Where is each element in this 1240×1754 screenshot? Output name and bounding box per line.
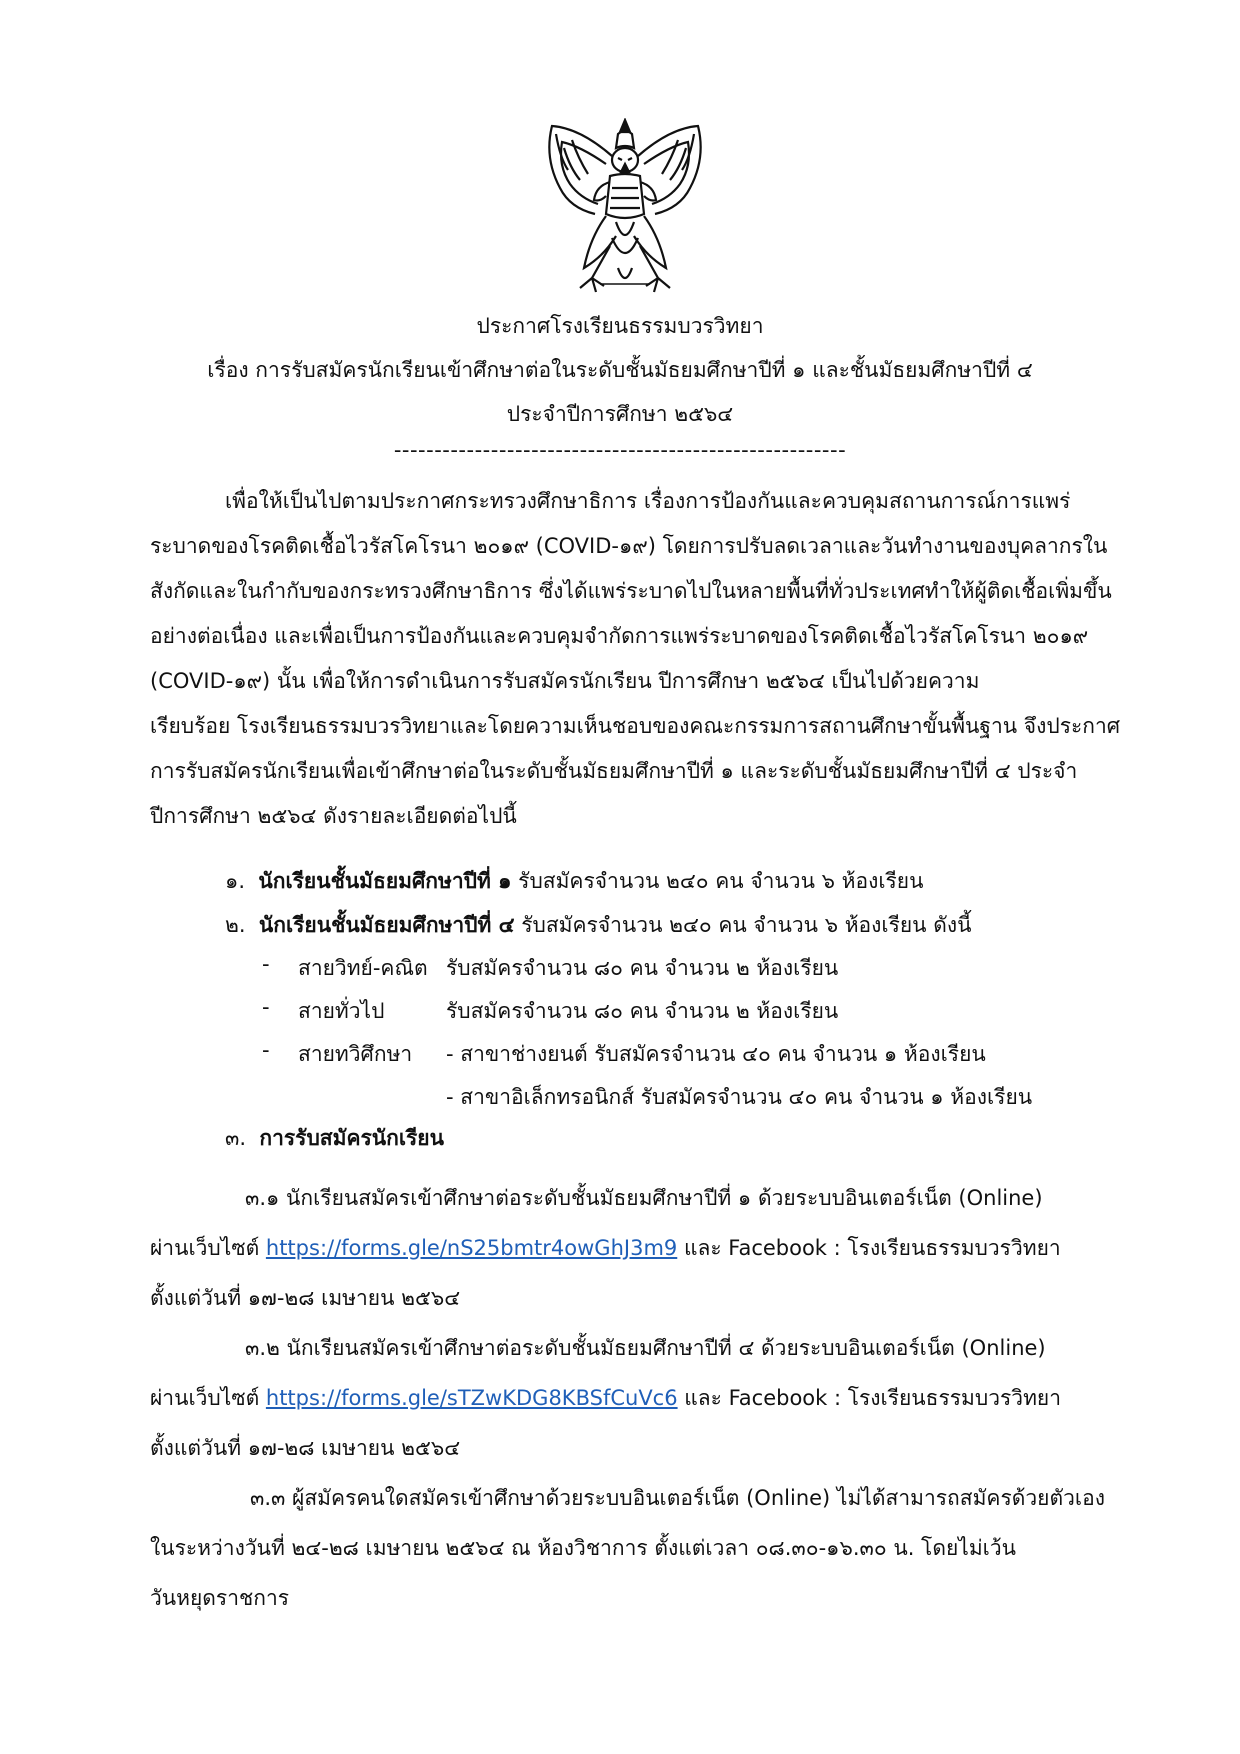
intro-line-2: ระบาดของโรคติดเชื้อไวรัสโคโรนา ๒๐๑๙ (COVID-๑๙) โดยการปรับลดเวลาและวันทำงานของบุคลากรใน xyxy=(150,534,1108,558)
item-2 xyxy=(225,909,971,942)
sub-2-dash: - xyxy=(262,995,270,1019)
sub-3-detail-1: - สาขาช่างยนต์ รับสมัครจำนวน ๔๐ คน จำนวน ๑ ห้องเรียน xyxy=(446,1042,986,1066)
sec-3-2-suffix: และ Facebook : โรงเรียนธรรมบวรวิทยา xyxy=(677,1386,1062,1410)
header-separator: -------------------------------------------------------- xyxy=(393,438,847,462)
sub-3-dash: - xyxy=(262,1038,270,1062)
sec-3-3-line-2: ในระหว่างวันที่ ๒๔-๒๘ เมษายน ๒๕๖๔ ณ ห้องวิชาการ ตั้งแต่เวลา ๐๘.๓๐-๑๖.๓๐ น. โดยไม่เว้น xyxy=(150,1536,1016,1560)
intro-line-1: เพื่อให้เป็นไปตามประกาศกระทรวงศึกษาธิการ เรื่องการป้องกันและควบคุมสถานการณ์การแพร่ xyxy=(225,489,1071,513)
intro-line-6: เรียบร้อย โรงเรียนธรรมบวรวิทยาและโดยความเห็นชอบของคณะกรรมการสถานศึกษาขั้นพื้นฐาน จึงประกาศ xyxy=(150,714,1121,738)
item-1 xyxy=(225,865,923,898)
sub-1-name: สายวิทย์-คณิต xyxy=(298,956,428,980)
sub-2-detail: รับสมัครจำนวน ๘๐ คน จำนวน ๒ ห้องเรียน xyxy=(446,999,839,1023)
document-year: ประจำปีการศึกษา ๒๕๖๔ xyxy=(506,402,734,426)
sub-3-detail-2: - สาขาอิเล็กทรอนิกส์ รับสมัครจำนวน ๔๐ คน จำนวน ๑ ห้องเรียน xyxy=(446,1085,1033,1109)
document-title: ประกาศโรงเรียนธรรมบวรวิทยา xyxy=(476,314,764,338)
sec-3-2-form-link[interactable]: https://forms.gle/sTZwKDG8KBSfCuVc6 xyxy=(265,1386,678,1410)
item-3-number: ๓. xyxy=(225,1126,247,1150)
intro-line-8: ปีการศึกษา ๒๕๖๔ ดังรายละเอียดต่อไปนี้ xyxy=(150,804,517,828)
intro-line-5: (COVID-๑๙) นั้น เพื่อให้การดำเนินการรับสมัครนักเรียน ปีการศึกษา ๒๕๖๔ เป็นไปด้วยความ xyxy=(150,669,980,693)
item-2-title: นักเรียนชั้นมัธยมศึกษาปีที่ ๔ xyxy=(258,913,515,937)
sec-3-2-prefix: ผ่านเว็บไซต์ xyxy=(150,1386,266,1410)
item-1-detail: รับสมัครจำนวน ๒๔๐ คน จำนวน ๖ ห้องเรียน xyxy=(511,869,924,893)
sec-3-1-prefix: ผ่านเว็บไซต์ xyxy=(150,1236,266,1260)
sec-3-1-line-2 xyxy=(150,1232,1061,1265)
item-3-title: การรับสมัครนักเรียน xyxy=(259,1126,444,1150)
sub-3-name: สายทวิศึกษา xyxy=(298,1042,413,1066)
intro-line-4: อย่างต่อเนื่อง และเพื่อเป็นการป้องกันและควบคุมจำกัดการแพร่ระบาดของโรคติดเชื้อไวรัสโคโรนา ๒๐๑๙ xyxy=(150,624,1089,648)
sec-3-2-line-2 xyxy=(150,1382,1061,1415)
sec-3-3-line-3: วันหยุดราชการ xyxy=(150,1586,290,1610)
intro-line-3: สังกัดและในกำกับของกระทรวงศึกษาธิการ ซึ่งได้แพร่ระบาดไปในหลายพื้นที่ทั่วประเทศทำให้ผู้ติดเชื้อเพิ่มขึ้น xyxy=(150,579,1112,603)
sub-2-name: สายทั่วไป xyxy=(298,999,385,1023)
sec-3-1-date: ตั้งแต่วันที่ ๑๗-๒๘ เมษายน ๒๕๖๔ xyxy=(150,1286,461,1310)
sec-3-2-line-1: ๓.๒ นักเรียนสมัครเข้าศึกษาต่อระดับชั้นมัธยมศึกษาปีที่ ๔ ด้วยระบบอินเตอร์เน็ต (Online) xyxy=(245,1336,1046,1360)
sec-3-1-suffix: และ Facebook : โรงเรียนธรรมบวรวิทยา xyxy=(677,1236,1061,1260)
item-1-title: นักเรียนชั้นมัธยมศึกษาปีที่ ๑ xyxy=(258,869,512,893)
sub-1-dash: - xyxy=(262,952,270,976)
garuda-emblem-icon xyxy=(540,118,710,296)
sec-3-3-line-1: ๓.๓ ผู้สมัครคนใดสมัครเข้าศึกษาด้วยระบบอินเตอร์เน็ต (Online) ไม่ได้สามารถสมัครด้วยตัวเอง xyxy=(250,1486,1105,1510)
sub-1-detail: รับสมัครจำนวน ๘๐ คน จำนวน ๒ ห้องเรียน xyxy=(446,956,839,980)
sec-3-2-date: ตั้งแต่วันที่ ๑๗-๒๘ เมษายน ๒๕๖๔ xyxy=(150,1436,461,1460)
sec-3-1-form-link[interactable]: https://forms.gle/nS25bmtr4owGhJ3m9 xyxy=(265,1236,678,1260)
item-1-number: ๑. xyxy=(225,869,246,893)
document-subject: เรื่อง การรับสมัครนักเรียนเข้าศึกษาต่อในระดับชั้นมัธยมศึกษาปีที่ ๑ และชั้นมัธยมศึกษาปีที่ ๔ xyxy=(207,358,1033,382)
intro-line-7: การรับสมัครนักเรียนเพื่อเข้าศึกษาต่อในระดับชั้นมัธยมศึกษาปีที่ ๑ และระดับชั้นมัธยมศึกษาปีที่ ๔ ประจำ xyxy=(150,759,1078,783)
item-3 xyxy=(225,1122,444,1155)
item-2-detail: รับสมัครจำนวน ๒๔๐ คน จำนวน ๖ ห้องเรียน ดังนี้ xyxy=(514,913,972,937)
item-2-number: ๒. xyxy=(225,913,246,937)
sec-3-1-line-1: ๓.๑ นักเรียนสมัครเข้าศึกษาต่อระดับชั้นมัธยมศึกษาปีที่ ๑ ด้วยระบบอินเตอร์เน็ต (Online) xyxy=(245,1186,1043,1210)
